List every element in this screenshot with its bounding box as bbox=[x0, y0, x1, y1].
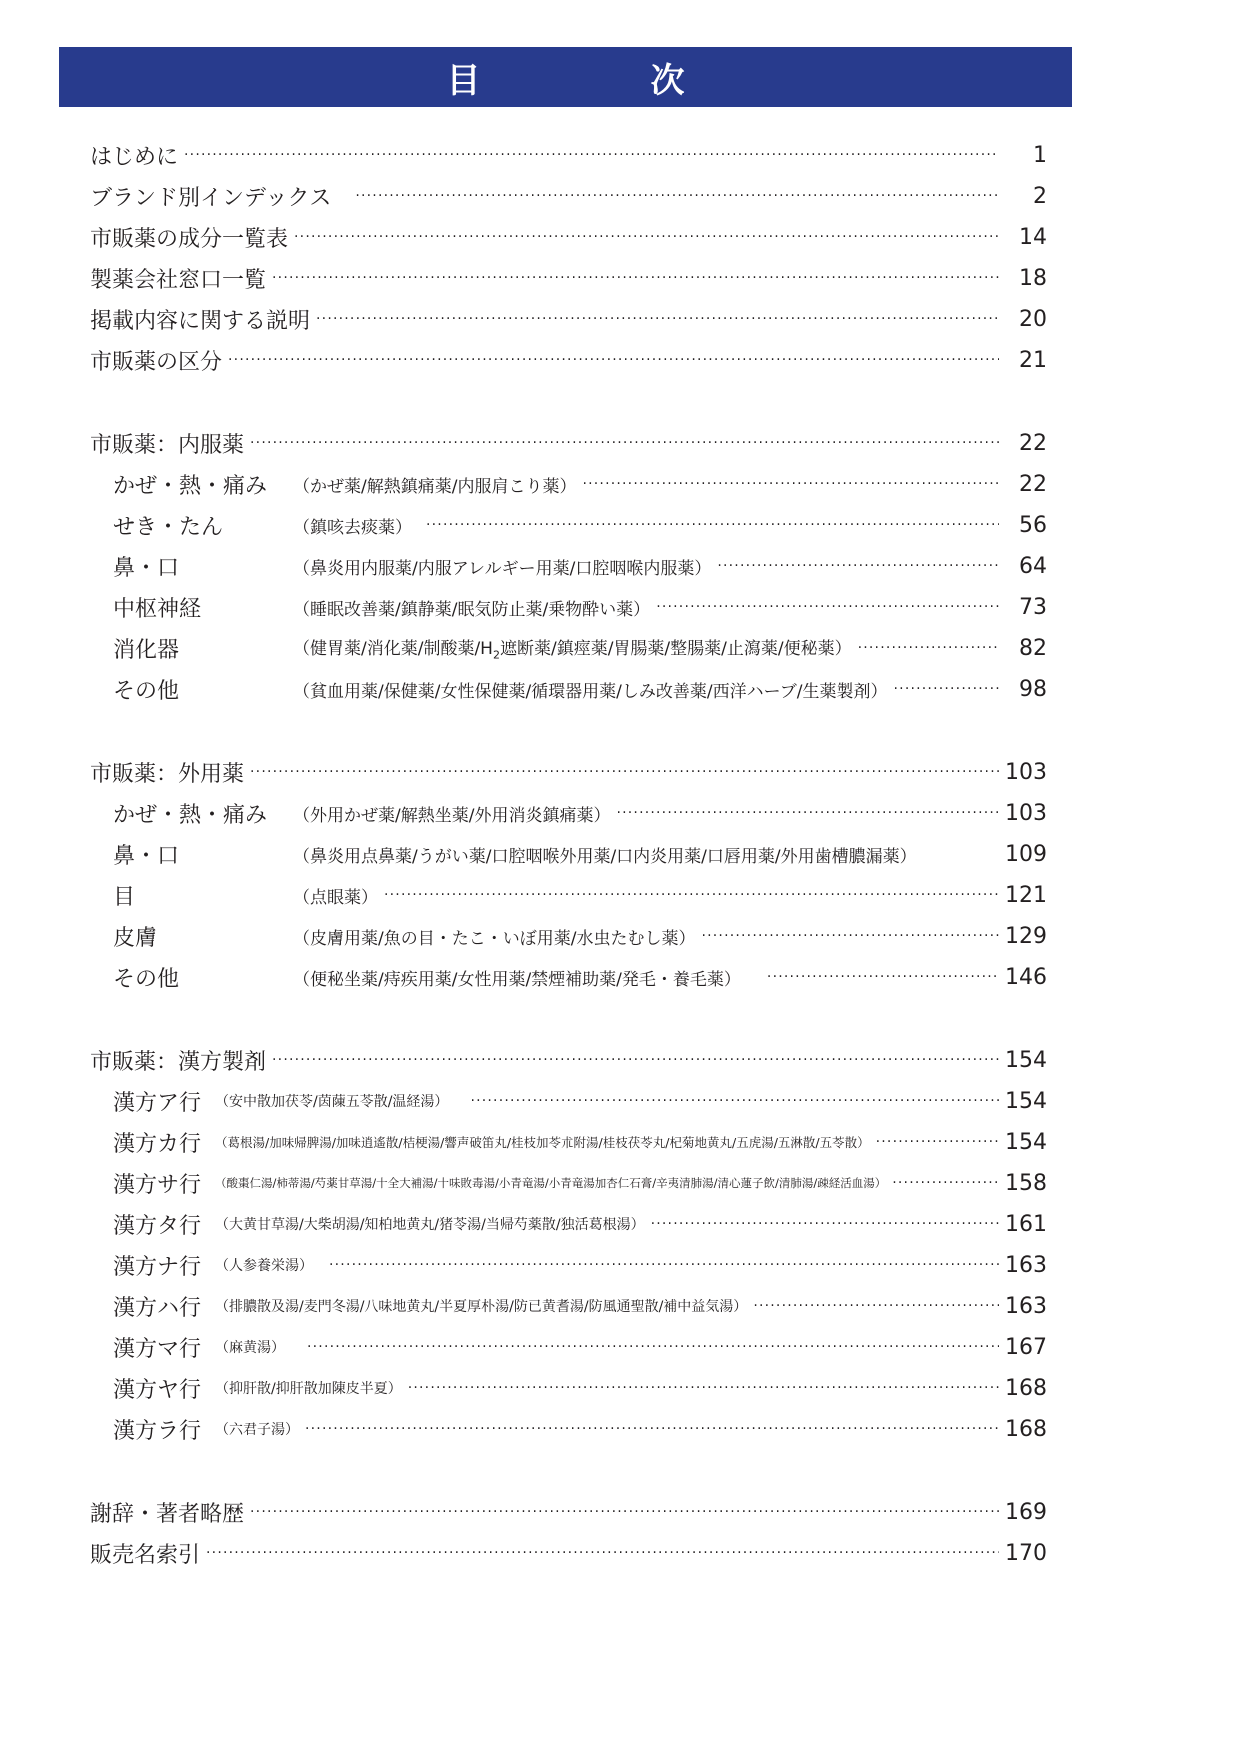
dot-leader bbox=[307, 1339, 999, 1355]
toc-title: その他 bbox=[113, 966, 180, 992]
toc-page: 18 bbox=[1019, 265, 1047, 291]
toc-row-makers[interactable] bbox=[90, 261, 1047, 295]
toc-section-title: 市販薬：内服薬 bbox=[90, 432, 245, 458]
toc-page: 103 bbox=[1005, 759, 1047, 785]
toc-title: 漢方タ行 bbox=[113, 1213, 202, 1239]
toc-page: 22 bbox=[1019, 430, 1047, 456]
dot-leader bbox=[753, 1298, 999, 1314]
dot-leader bbox=[408, 1380, 999, 1396]
toc-page: 2 bbox=[1033, 183, 1047, 209]
dot-leader bbox=[250, 764, 999, 780]
toc-desc-subscript: 2 bbox=[492, 648, 500, 662]
toc-page: 129 bbox=[1005, 923, 1047, 949]
toc-title-banner bbox=[59, 47, 1072, 107]
dot-leader bbox=[858, 640, 999, 656]
toc-title: 鼻・口 bbox=[113, 843, 180, 869]
toc-desc: （かぜ薬/解熱鎮痛薬/内服肩こり薬） bbox=[293, 476, 577, 497]
toc-title: 鼻・口 bbox=[113, 555, 180, 581]
toc-page: 21 bbox=[1019, 347, 1047, 373]
toc-row-internal-digestive[interactable] bbox=[90, 631, 1047, 665]
toc-row-internal[interactable] bbox=[90, 426, 1047, 460]
toc-row-external-other[interactable] bbox=[90, 960, 1047, 994]
toc-desc bbox=[293, 634, 852, 661]
toc-section-title: 市販薬：外用薬 bbox=[90, 761, 245, 787]
dot-leader bbox=[294, 229, 999, 245]
toc-row-explain[interactable] bbox=[90, 302, 1047, 336]
toc-desc: （貧血用薬/保健薬/女性保健薬/循環器用薬/しみ改善薬/西洋ハーブ/生薬製剤） bbox=[293, 681, 888, 702]
toc-title: 漢方サ行 bbox=[113, 1172, 202, 1198]
dot-leader bbox=[892, 1175, 999, 1191]
toc-title: 漢方ナ行 bbox=[113, 1254, 202, 1280]
toc-title: 市販薬の成分一覧表 bbox=[90, 226, 289, 252]
toc-title: せき・たん bbox=[113, 514, 224, 540]
dot-leader bbox=[426, 517, 999, 533]
toc-title: 目 bbox=[113, 884, 136, 910]
dot-leader bbox=[228, 352, 999, 368]
toc-desc: （人参養栄湯） bbox=[215, 1258, 313, 1274]
toc-title: 漢方カ行 bbox=[113, 1131, 202, 1157]
toc-page: 82 bbox=[1019, 635, 1047, 661]
toc-page: 154 bbox=[1005, 1047, 1047, 1073]
toc-title: 漢方マ行 bbox=[113, 1336, 202, 1362]
toc-title: 掲載内容に関する説明 bbox=[90, 308, 311, 334]
toc-title: 中枢神経 bbox=[113, 596, 202, 622]
toc-row-thanks[interactable] bbox=[90, 1495, 1047, 1529]
toc-page: 109 bbox=[1005, 841, 1047, 867]
toc-row-intro[interactable] bbox=[90, 138, 1047, 172]
toc-desc: （麻黄湯） bbox=[215, 1340, 285, 1356]
toc-row-kampo-ha[interactable] bbox=[90, 1289, 1047, 1323]
toc-title: 販売名索引 bbox=[90, 1542, 201, 1568]
toc-title: 漢方ラ行 bbox=[113, 1418, 202, 1444]
toc-title: はじめに bbox=[90, 144, 179, 170]
dot-leader bbox=[384, 887, 999, 903]
toc-page: 22 bbox=[1019, 471, 1047, 497]
toc-desc: （外用かぜ薬/解熱坐薬/外用消炎鎮痛薬） bbox=[293, 805, 611, 826]
toc-desc: （鼻炎用内服薬/内服アレルギー用薬/口腔咽喉内服薬） bbox=[293, 558, 712, 579]
toc-desc: （排膿散及湯/麦門冬湯/八味地黄丸/半夏厚朴湯/防已黄耆湯/防風通聖散/補中益気湯） bbox=[215, 1299, 748, 1315]
toc-section-title: 市販薬：漢方製剤 bbox=[90, 1049, 267, 1075]
toc-desc-part: （健胃薬/消化薬/制酸薬/H bbox=[293, 639, 493, 660]
toc-page: 121 bbox=[1005, 882, 1047, 908]
dot-leader bbox=[316, 311, 999, 327]
toc-page: 158 bbox=[1005, 1170, 1047, 1196]
toc-title: 漢方ハ行 bbox=[113, 1295, 202, 1321]
toc-row-internal-other[interactable] bbox=[90, 672, 1047, 706]
dot-leader bbox=[272, 1052, 999, 1068]
toc-row-external-nose[interactable] bbox=[90, 837, 1047, 871]
toc-row-kampo-ra[interactable] bbox=[90, 1412, 1047, 1446]
dot-leader bbox=[184, 147, 999, 163]
dot-leader bbox=[329, 1257, 999, 1273]
toc-desc: （皮膚用薬/魚の目・たこ・いぼ用薬/水虫たむし薬） bbox=[293, 928, 696, 949]
toc-title: かぜ・熱・痛み bbox=[113, 473, 268, 499]
dot-leader bbox=[656, 599, 999, 615]
dot-leader bbox=[717, 558, 999, 574]
dot-leader bbox=[355, 188, 999, 204]
dot-leader bbox=[250, 1504, 999, 1520]
toc-row-kampo-ma[interactable] bbox=[90, 1330, 1047, 1364]
toc-page: 14 bbox=[1019, 224, 1047, 250]
toc-page: 170 bbox=[1005, 1540, 1047, 1566]
toc-page: 146 bbox=[1005, 964, 1047, 990]
toc-page: 163 bbox=[1005, 1252, 1047, 1278]
toc-desc: （鎮咳去痰薬） bbox=[293, 517, 412, 538]
toc-page: 56 bbox=[1019, 512, 1047, 538]
toc-desc: （葛根湯/加味帰脾湯/加味逍遙散/桔梗湯/響声破笛丸/桂枝加苓朮附湯/桂枝茯苓丸/杞菊地黄丸/五虎湯/五淋散/五苓散） bbox=[215, 1135, 870, 1150]
toc-desc: （点眼薬） bbox=[293, 887, 378, 908]
dot-leader bbox=[305, 1421, 999, 1437]
dot-leader bbox=[651, 1216, 999, 1232]
dot-leader bbox=[616, 805, 999, 821]
toc-page: 73 bbox=[1019, 594, 1047, 620]
toc-desc: （大黄甘草湯/大柴胡湯/知柏地黄丸/猪苓湯/当帰芍薬散/独活葛根湯） bbox=[215, 1217, 645, 1233]
toc-page: 98 bbox=[1019, 676, 1047, 702]
toc-row-internal-cough[interactable] bbox=[90, 508, 1047, 542]
toc-desc: （便秘坐薬/痔疾用薬/女性用薬/禁煙補助薬/発毛・養毛薬） bbox=[293, 969, 741, 990]
toc-page: 168 bbox=[1005, 1375, 1047, 1401]
toc-row-external[interactable] bbox=[90, 755, 1047, 789]
dot-leader bbox=[701, 928, 999, 944]
dot-leader bbox=[582, 476, 999, 492]
toc-row-kampo-a[interactable] bbox=[90, 1084, 1047, 1118]
toc-desc: （六君子湯） bbox=[215, 1422, 299, 1438]
toc-row-kampo-ka[interactable] bbox=[90, 1125, 1047, 1159]
toc-desc: （睡眠改善薬/鎮静薬/眠気防止薬/乗物酔い薬） bbox=[293, 599, 651, 620]
toc-title: 漢方ヤ行 bbox=[113, 1377, 202, 1403]
toc-desc: （安中散加茯苓/茵蔯五苓散/温経湯） bbox=[215, 1094, 449, 1110]
toc-row-kampo[interactable] bbox=[90, 1043, 1047, 1077]
toc-row-internal-cold[interactable] bbox=[90, 467, 1047, 501]
toc-title: 消化器 bbox=[113, 637, 180, 663]
toc-page: 167 bbox=[1005, 1334, 1047, 1360]
toc-row-kampo-ya[interactable] bbox=[90, 1371, 1047, 1405]
toc-title: 謝辞・著者略歴 bbox=[90, 1501, 245, 1527]
dot-leader bbox=[206, 1545, 999, 1561]
toc-row-kampo-ta[interactable] bbox=[90, 1207, 1047, 1241]
toc-row-external-eye[interactable] bbox=[90, 878, 1047, 912]
toc-row-kampo-na[interactable] bbox=[90, 1248, 1047, 1282]
toc-page: 20 bbox=[1019, 306, 1047, 332]
toc-row-index[interactable] bbox=[90, 1536, 1047, 1570]
toc-desc-part: 遮断薬/鎮痙薬/胃腸薬/整腸薬/止瀉薬/便秘薬） bbox=[499, 639, 852, 660]
toc-row-external-cold[interactable] bbox=[90, 796, 1047, 830]
toc-page: 168 bbox=[1005, 1416, 1047, 1442]
toc-title: かぜ・熱・痛み bbox=[113, 802, 268, 828]
dot-leader bbox=[876, 1134, 999, 1150]
toc-title: 市販薬の区分 bbox=[90, 349, 223, 375]
toc-row-brand[interactable] bbox=[90, 179, 1047, 213]
toc-title: その他 bbox=[113, 678, 180, 704]
dot-leader bbox=[470, 1093, 999, 1109]
toc-page: 103 bbox=[1005, 800, 1047, 826]
dot-leader bbox=[894, 681, 999, 697]
toc-title: ブランド別インデックス bbox=[90, 185, 332, 211]
toc-page: 154 bbox=[1005, 1088, 1047, 1114]
toc-row-category[interactable] bbox=[90, 343, 1047, 377]
toc-title: 漢方ア行 bbox=[113, 1090, 202, 1116]
toc-page: 154 bbox=[1005, 1129, 1047, 1155]
toc-page: 64 bbox=[1019, 553, 1047, 579]
toc-page: 169 bbox=[1005, 1499, 1047, 1525]
toc-title-left: 目 bbox=[446, 60, 481, 101]
toc-title: 皮膚 bbox=[113, 925, 158, 951]
toc-desc: （鼻炎用点鼻薬/うがい薬/口腔咽喉外用薬/口内炎用薬/口唇用薬/外用歯槽膿漏薬） bbox=[293, 846, 917, 867]
toc-row-internal-nose[interactable] bbox=[90, 549, 1047, 583]
toc-page: 163 bbox=[1005, 1293, 1047, 1319]
toc-desc: （抑肝散/抑肝散加陳皮半夏） bbox=[215, 1381, 402, 1397]
toc-row-kampo-sa[interactable] bbox=[90, 1166, 1047, 1200]
toc-title: 製薬会社窓口一覧 bbox=[90, 267, 267, 293]
toc-page: 161 bbox=[1005, 1211, 1047, 1237]
toc-desc: （酸棗仁湯/柿蒂湯/芍薬甘草湯/十全大補湯/十味敗毒湯/小青竜湯/小青竜湯加杏仁石膏/辛夷清肺湯/清心蓮子飲/清肺湯/疎経活血湯） bbox=[215, 1176, 887, 1190]
toc-title-right: 次 bbox=[650, 60, 685, 101]
toc-page: 1 bbox=[1033, 142, 1047, 168]
toc-row-external-skin[interactable] bbox=[90, 919, 1047, 953]
toc-row-ingredients[interactable] bbox=[90, 220, 1047, 254]
dot-leader bbox=[272, 270, 999, 286]
dot-leader bbox=[767, 969, 999, 985]
dot-leader bbox=[250, 435, 999, 451]
toc-row-internal-cns[interactable] bbox=[90, 590, 1047, 624]
